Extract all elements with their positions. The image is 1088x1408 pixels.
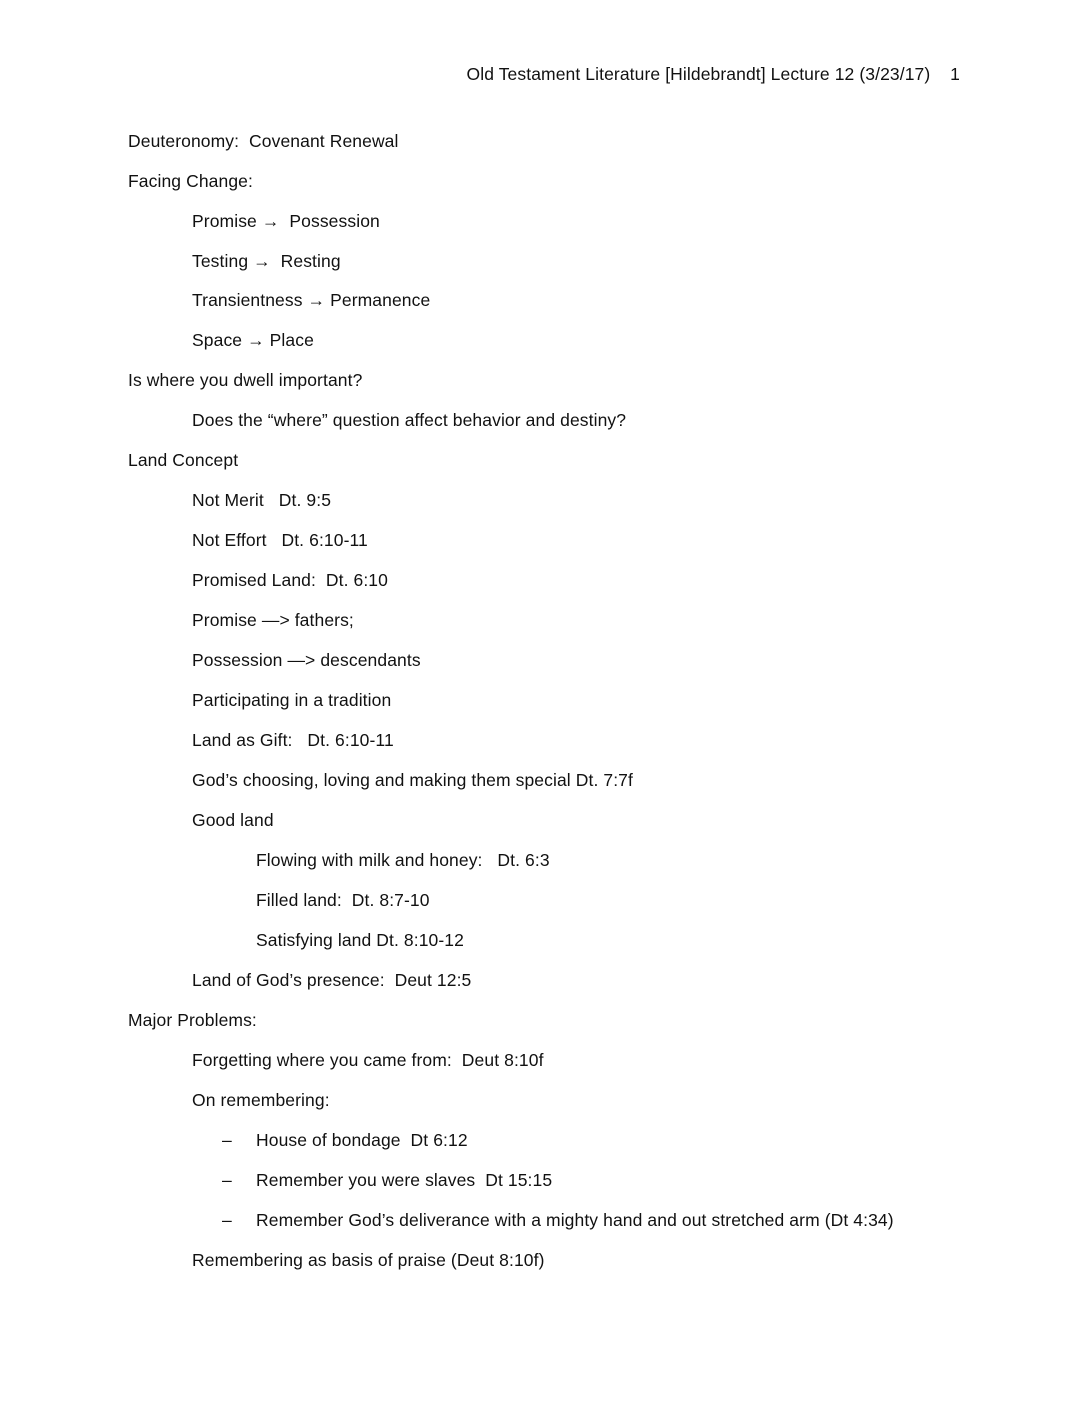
outline-line: Satisfying land Dt. 8:10-12 [256, 930, 464, 950]
bullet-dash: – [222, 1170, 232, 1190]
outline-line: Does the “where” question affect behavior and destiny? [192, 410, 627, 430]
outline-line: On remembering: [192, 1090, 330, 1110]
outline-line: Forgetting where you came from: Deut 8:10f [192, 1050, 544, 1070]
outline-line: Filled land: Dt. 8:7-10 [256, 890, 430, 910]
outline-line: Space → Place [192, 330, 314, 350]
outline-line: Deuteronomy: Covenant Renewal [128, 131, 399, 151]
page-number: 1 [950, 64, 960, 84]
outline-line: Promised Land: Dt. 6:10 [192, 570, 388, 590]
page-header [467, 64, 960, 85]
bullet-item: House of bondage Dt 6:12 [256, 1130, 468, 1150]
outline-line: Transientness → Permanence [192, 290, 431, 310]
outline-line: Good land [192, 810, 274, 830]
bullet-item: Remember you were slaves Dt 15:15 [256, 1170, 553, 1190]
outline-line: Is where you dwell important? [128, 370, 363, 390]
outline-line: Land Concept [128, 450, 239, 470]
outline-line: Possession —> descendants [192, 650, 421, 670]
outline-line: Testing → Resting [192, 251, 341, 271]
bullet-dash: – [222, 1210, 232, 1230]
outline-line: Not Effort Dt. 6:10-11 [192, 530, 368, 550]
outline-line: Facing Change: [128, 171, 253, 191]
outline-line: Promise —> fathers; [192, 610, 354, 630]
outline-line: Participating in a tradition [192, 690, 392, 710]
outline-line: Remembering as basis of praise (Deut 8:10f) [192, 1250, 545, 1270]
outline-line: God’s choosing, loving and making them special Dt. 7:7f [192, 770, 633, 790]
bullet-dash: – [222, 1130, 232, 1150]
outline-line: Land as Gift: Dt. 6:10-11 [192, 730, 394, 750]
bullet-item: Remember God’s deliverance with a mighty hand and out stretched arm (Dt 4:34) [256, 1210, 894, 1230]
outline-line: Land of God’s presence: Deut 12:5 [192, 970, 472, 990]
outline-line: Not Merit Dt. 9:5 [192, 490, 332, 510]
header-title: Old Testament Literature [Hildebrandt] Lecture 12 (3/23/17) [466, 64, 931, 84]
outline-line: Flowing with milk and honey: Dt. 6:3 [256, 850, 550, 870]
outline-line: Major Problems: [128, 1010, 257, 1030]
outline-line: Promise → Possession [192, 211, 380, 231]
